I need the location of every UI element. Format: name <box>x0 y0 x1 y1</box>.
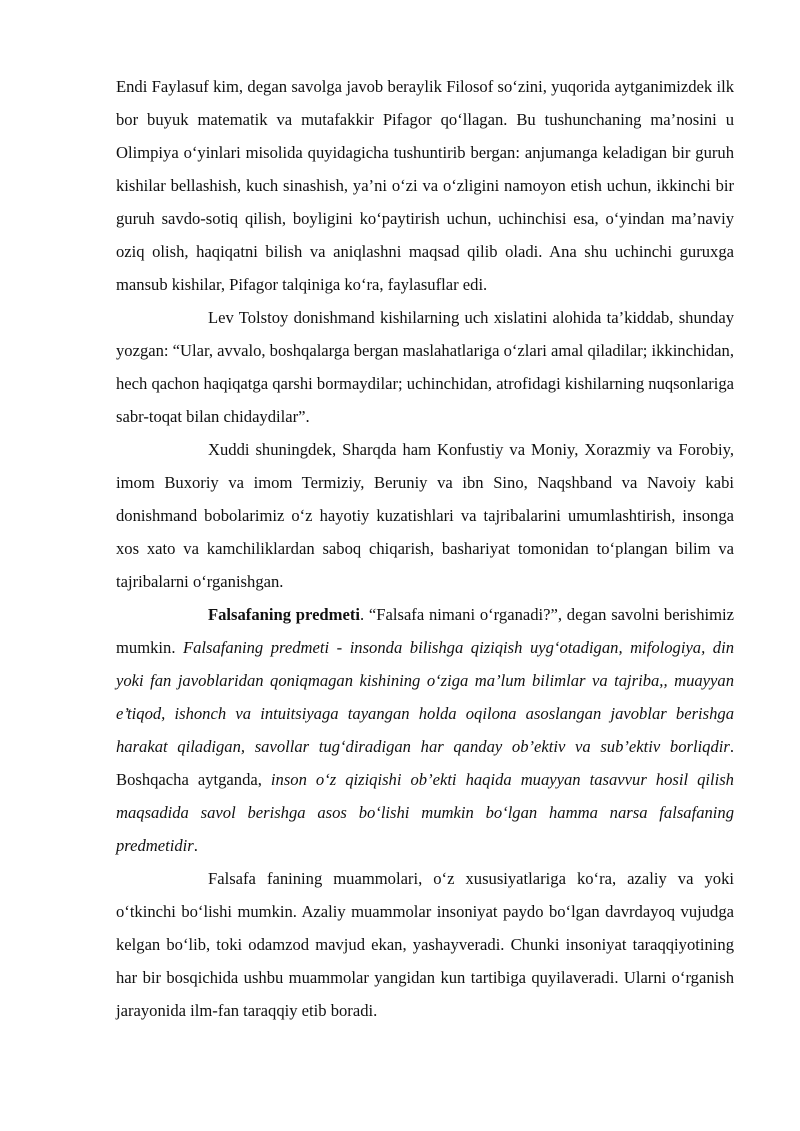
subject-end-period: . <box>193 836 198 855</box>
subject-definition-italic: Falsafaning predmeti - insonda bilishga qiziqish uyg‘otadigan, mifologiya, din yoki fan javoblaridan qoniqmagan kishining o‘ziga ma’lum bilimlar va tajriba,, muayyan e’tiqod, ishonch va intuitsiyaga tayangan holda oqilona asoslangan javoblar berishga harakat qiladigan, savollar tug‘diradigan har qanday ob’ektiv va sub’ektiv borliqdir <box>116 638 734 756</box>
document-body <box>116 70 734 1027</box>
paragraph-eastern-sages: Xuddi shuningdek, Sharqda ham Konfustiy va Moniy, Xorazmiy va Forobiy, imom Buxoriy va imom Termiziy, Beruniy va ibn Sino, Naqshband va Navoiy kabi donishmand bobolarimiz o‘z hayotiy kuzatishlari va tajribalarini umumlashtirish, insonga xos xato va kamchiliklardan saboq chiqarish, bashariyat tomonidan to‘plangan bilim va tajribalarni o‘rganishgan. <box>116 440 734 591</box>
paragraph-philosopher-definition: Endi Faylasuf kim, degan savolga javob beraylik Filosof so‘zini, yuqorida aytganimizdek ilk bor buyuk matematik va mutafakkir Pifagor qo‘llagan. Bu tushunchaning ma’nosini u Olimpiya o‘yinlari misolida quyidagicha tushuntirib bergan: anjumanga keladigan bir guruh kishilar bellashish, kuch sinashish, ya’ni o‘zi va o‘zligini namoyon etish uchun, ikkinchi bir guruh savdo-sotiq qilish, boyligini ko‘paytirish uchun, uchinchisi esa, o‘yindan ma’naviy oziq olish, haqiqatni bilish va aniqlashni maqsad qilib oladi. Ana shu uchinchi guruxga mansub kishilar, Pifagor talqiniga ko‘ra, faylasuflar edi. <box>116 77 734 294</box>
subject-question-text: . “Falsafa nimani o‘rganadi?”, degan savolni berishimiz mumkin. <box>116 605 734 657</box>
subject-heading: Falsafaning predmeti <box>208 605 360 624</box>
subject-connector-text: . Boshqacha aytganda, <box>116 737 734 789</box>
subject-summary-italic: inson o‘z qiziqishi ob’ekti haqida muayyan tasavvur hosil qilish maqsadida savol berishga asos bo‘lishi mumkin bo‘lgan hamma narsa falsafaning predmetidir <box>116 770 734 855</box>
paragraph-philosophy-problems: Falsafa fanining muammolari, o‘z xususiyatlariga ko‘ra, azaliy va yoki o‘tkinchi bo‘lishi mumkin. Azaliy muammolar insoniyat paydo bo‘lgan davrdayoq vujudga kelgan bo‘lib, toki odamzod mavjud ekan, yashayveradi. Chunki insoniyat taraqqiyotining har bir bosqichida ushbu muammolar yangidan kun tartibiga quyilaveradi. Ularni o‘rganish jarayonida ilm-fan taraqqiy etib boradi. <box>116 869 734 1020</box>
paragraph-subject-of-philosophy <box>116 598 734 862</box>
paragraph-tolstoy-quote: Lev Tolstoy donishmand kishilarning uch xislatini alohida ta’kiddab, shunday yozgan: “Ular, avvalo, boshqalarga bergan maslahatlariga o‘zlari amal qiladilar; ikkinchidan, hech qachon haqiqatga qarshi bormaydilar; uchinchidan, atrofidagi kishilarning nuqsonlariga sabr-toqat bilan chidaydilar”. <box>116 308 734 426</box>
